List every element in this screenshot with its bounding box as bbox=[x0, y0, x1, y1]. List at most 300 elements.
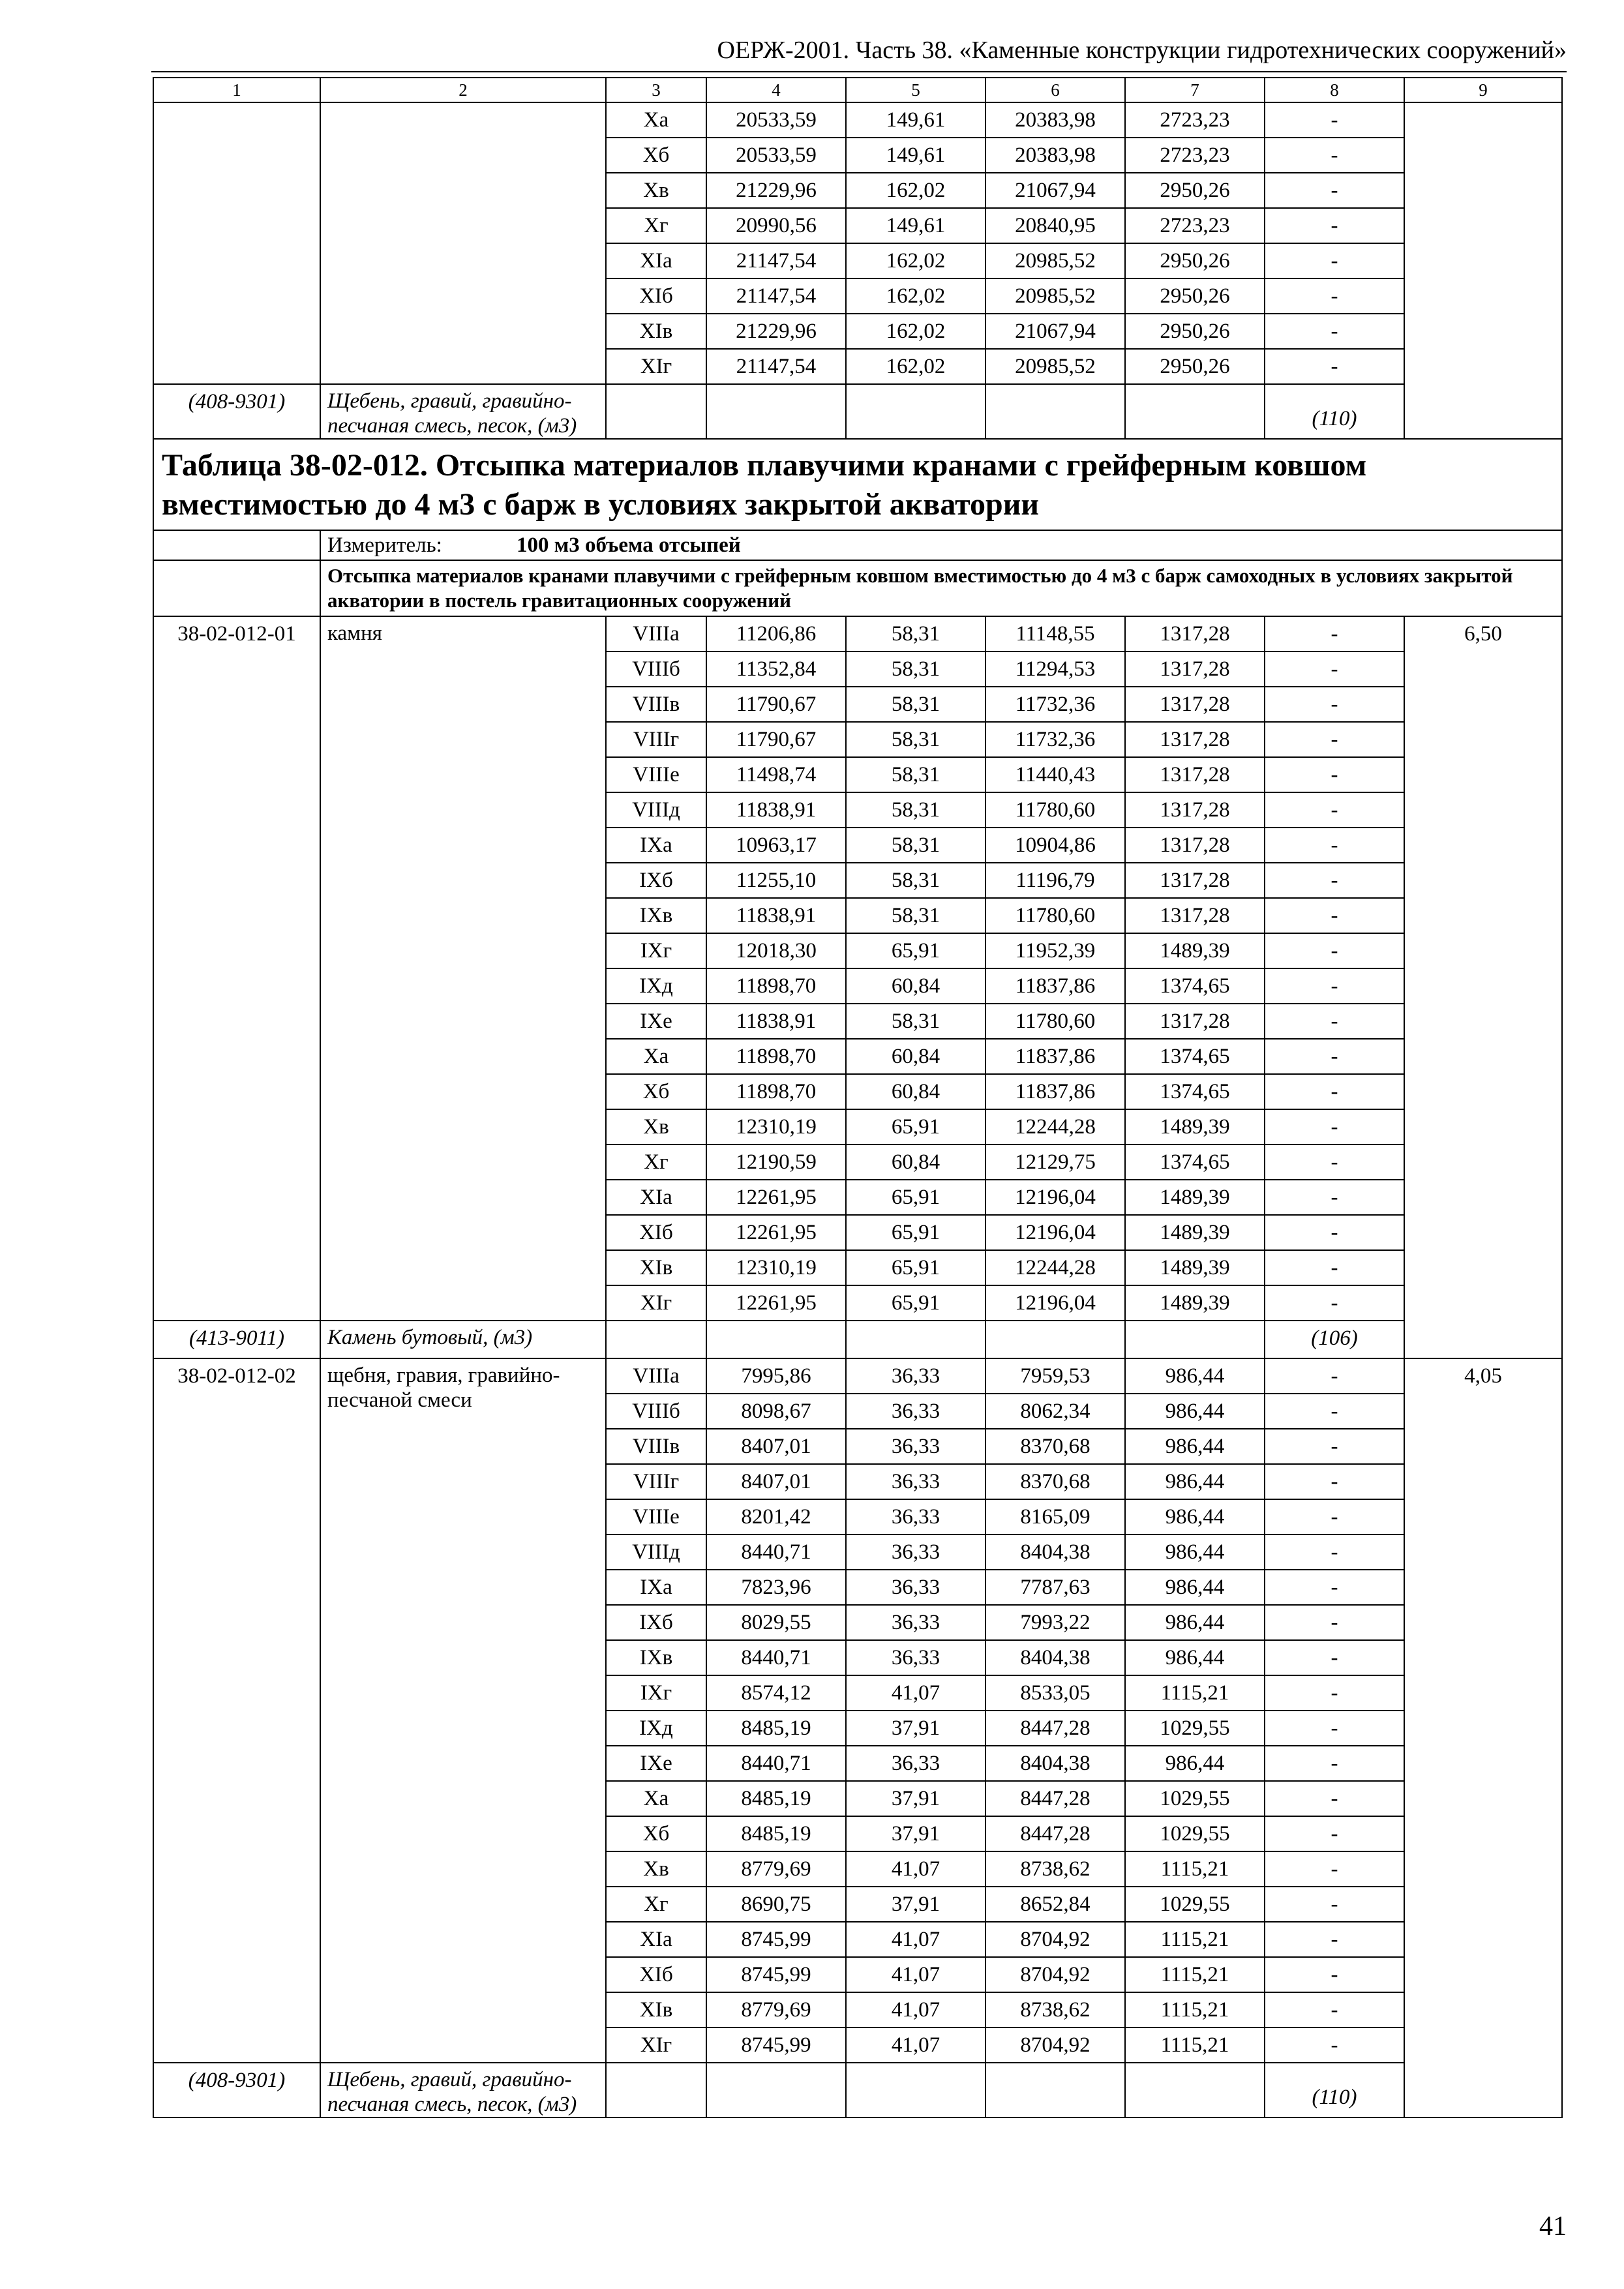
total-cost-cell: 21147,54 bbox=[706, 349, 846, 384]
machines-cell: 8738,62 bbox=[985, 1992, 1125, 2027]
empty-cell bbox=[1125, 384, 1265, 439]
group-code-cell: IXб bbox=[606, 1605, 706, 1640]
machines-cell: 20383,98 bbox=[985, 138, 1125, 173]
machinist-wages-cell: 1317,28 bbox=[1125, 828, 1265, 863]
materials-cell: - bbox=[1265, 863, 1404, 898]
material-code: (408-9301) bbox=[153, 384, 320, 439]
machines-cell: 8370,68 bbox=[985, 1429, 1125, 1464]
group-code-cell: Xв bbox=[606, 1109, 706, 1144]
total-cost-cell: 10963,17 bbox=[706, 828, 846, 863]
group-code-cell: XIв bbox=[606, 1992, 706, 2027]
materials-cell: - bbox=[1265, 1464, 1404, 1499]
materials-cell: - bbox=[1265, 687, 1404, 722]
column-number: 8 bbox=[1265, 78, 1404, 102]
group-code-cell: VIIIa bbox=[606, 1358, 706, 1394]
group-code-cell: Xв bbox=[606, 1851, 706, 1887]
group-code-cell: VIIIд bbox=[606, 792, 706, 828]
materials-cell: - bbox=[1265, 349, 1404, 384]
group-code-cell: IXг bbox=[606, 1675, 706, 1711]
machinist-wages-cell: 1115,21 bbox=[1125, 1957, 1265, 1992]
wages-cell: 65,91 bbox=[846, 1180, 985, 1215]
wages-cell: 37,91 bbox=[846, 1816, 985, 1851]
wages-cell: 58,31 bbox=[846, 792, 985, 828]
total-cost-cell: 8407,01 bbox=[706, 1429, 846, 1464]
machinist-wages-cell: 2723,23 bbox=[1125, 102, 1265, 138]
materials-cell: - bbox=[1265, 1992, 1404, 2027]
total-cost-cell: 11898,70 bbox=[706, 1039, 846, 1074]
empty-cell bbox=[846, 384, 985, 439]
item-code: 38-02-012-01 bbox=[153, 616, 320, 1321]
wages-cell: 36,33 bbox=[846, 1605, 985, 1640]
coefficient-cell: 4,05 bbox=[1404, 1358, 1562, 2117]
machines-cell: 12196,04 bbox=[985, 1215, 1125, 1250]
wages-cell: 41,07 bbox=[846, 1675, 985, 1711]
group-code-cell: XIб bbox=[606, 1957, 706, 1992]
group-code-cell: IXa bbox=[606, 1570, 706, 1605]
machines-cell: 11196,79 bbox=[985, 863, 1125, 898]
coefficient-cell: 6,50 bbox=[1404, 616, 1562, 1358]
machinist-wages-cell: 1374,65 bbox=[1125, 1074, 1265, 1109]
empty-cell bbox=[985, 384, 1125, 439]
machines-cell: 8404,38 bbox=[985, 1640, 1125, 1675]
unit-label: Измеритель: bbox=[327, 533, 442, 557]
group-code-cell: IXд bbox=[606, 1711, 706, 1746]
materials-cell: - bbox=[1265, 933, 1404, 968]
group-code-cell: XIб bbox=[606, 278, 706, 314]
materials-cell: - bbox=[1265, 102, 1404, 138]
machinist-wages-cell: 2950,26 bbox=[1125, 173, 1265, 208]
machines-cell: 11148,55 bbox=[985, 616, 1125, 651]
wages-cell: 58,31 bbox=[846, 687, 985, 722]
machinist-wages-cell: 2950,26 bbox=[1125, 314, 1265, 349]
materials-cell: - bbox=[1265, 1394, 1404, 1429]
machinist-wages-cell: 1489,39 bbox=[1125, 1215, 1265, 1250]
group-code-cell: XIв bbox=[606, 314, 706, 349]
materials-cell: - bbox=[1265, 278, 1404, 314]
wages-cell: 58,31 bbox=[846, 1004, 985, 1039]
work-title: Отсыпка материалов кранами плавучими с грейферным ковшом вместимостью до 4 м3 с барж самоходных в условиях закрытой акватории в постель гравитационных сооружений bbox=[320, 560, 1562, 616]
table-row bbox=[153, 1358, 1562, 1394]
group-code-cell: Xв bbox=[606, 173, 706, 208]
wages-cell: 41,07 bbox=[846, 1851, 985, 1887]
materials-cell: - bbox=[1265, 792, 1404, 828]
materials-cell: - bbox=[1265, 616, 1404, 651]
machines-cell: 8370,68 bbox=[985, 1464, 1125, 1499]
materials-cell: - bbox=[1265, 314, 1404, 349]
materials-cell: - bbox=[1265, 1675, 1404, 1711]
wages-cell: 36,33 bbox=[846, 1640, 985, 1675]
materials-cell: - bbox=[1265, 828, 1404, 863]
wages-cell: 65,91 bbox=[846, 1215, 985, 1250]
wages-cell: 41,07 bbox=[846, 1957, 985, 1992]
machinist-wages-cell: 1029,55 bbox=[1125, 1781, 1265, 1816]
machinist-wages-cell: 1029,55 bbox=[1125, 1816, 1265, 1851]
materials-cell: - bbox=[1265, 1429, 1404, 1464]
column-number: 2 bbox=[320, 78, 606, 102]
machines-cell: 11732,36 bbox=[985, 722, 1125, 757]
total-cost-cell: 20533,59 bbox=[706, 138, 846, 173]
material-code: (413-9011) bbox=[153, 1321, 320, 1358]
wages-cell: 36,33 bbox=[846, 1464, 985, 1499]
materials-cell: - bbox=[1265, 1074, 1404, 1109]
materials-cell: - bbox=[1265, 757, 1404, 792]
group-code-cell: Xб bbox=[606, 1074, 706, 1109]
footnote-row bbox=[153, 1321, 1562, 1358]
wages-cell: 149,61 bbox=[846, 208, 985, 243]
machinist-wages-cell: 2950,26 bbox=[1125, 278, 1265, 314]
column-number: 3 bbox=[606, 78, 706, 102]
running-header: ОЕРЖ-2001. Часть 38. «Каменные конструкции гидротехнических сооружений» bbox=[717, 37, 1567, 64]
total-cost-cell: 8440,71 bbox=[706, 1640, 846, 1675]
machinist-wages-cell: 1317,28 bbox=[1125, 898, 1265, 933]
column-number-row bbox=[153, 78, 1562, 102]
empty-cell bbox=[706, 2063, 846, 2117]
machines-cell: 11732,36 bbox=[985, 687, 1125, 722]
machinist-wages-cell: 2723,23 bbox=[1125, 208, 1265, 243]
group-code-cell: VIIIг bbox=[606, 1464, 706, 1499]
total-cost-cell: 11498,74 bbox=[706, 757, 846, 792]
wages-cell: 65,91 bbox=[846, 1285, 985, 1321]
group-code-cell: Xa bbox=[606, 102, 706, 138]
machines-cell: 11837,86 bbox=[985, 1074, 1125, 1109]
total-cost-cell: 21229,96 bbox=[706, 314, 846, 349]
machinist-wages-cell: 1489,39 bbox=[1125, 1285, 1265, 1321]
group-code-cell: IXб bbox=[606, 863, 706, 898]
wages-cell: 58,31 bbox=[846, 616, 985, 651]
machinist-wages-cell: 1115,21 bbox=[1125, 1922, 1265, 1957]
materials-cell: - bbox=[1265, 1711, 1404, 1746]
machines-cell: 12244,28 bbox=[985, 1109, 1125, 1144]
materials-cell: - bbox=[1265, 1781, 1404, 1816]
group-code-cell: VIIIг bbox=[606, 722, 706, 757]
total-cost-cell: 8407,01 bbox=[706, 1464, 846, 1499]
machines-cell: 11780,60 bbox=[985, 792, 1125, 828]
total-cost-cell: 12261,95 bbox=[706, 1215, 846, 1250]
wages-cell: 37,91 bbox=[846, 1887, 985, 1922]
materials-cell: - bbox=[1265, 651, 1404, 687]
machinist-wages-cell: 1317,28 bbox=[1125, 863, 1265, 898]
materials-cell: - bbox=[1265, 208, 1404, 243]
machines-cell: 8447,28 bbox=[985, 1711, 1125, 1746]
materials-cell: - bbox=[1265, 1358, 1404, 1394]
machinist-wages-cell: 1374,65 bbox=[1125, 1144, 1265, 1180]
materials-cell: - bbox=[1265, 1180, 1404, 1215]
group-code-cell: IXв bbox=[606, 1640, 706, 1675]
material-name: Щебень, гравий, гравийно-песчаная смесь, песок, (м3) bbox=[320, 2063, 606, 2117]
group-code-cell: Xг bbox=[606, 208, 706, 243]
wages-cell: 60,84 bbox=[846, 1144, 985, 1180]
footnote-row bbox=[153, 384, 1562, 439]
machinist-wages-cell: 986,44 bbox=[1125, 1640, 1265, 1675]
total-cost-cell: 21229,96 bbox=[706, 173, 846, 208]
column-number: 9 bbox=[1404, 78, 1562, 102]
group-code-cell: XIв bbox=[606, 1250, 706, 1285]
wages-cell: 41,07 bbox=[846, 2027, 985, 2063]
empty-cell bbox=[320, 102, 606, 384]
wages-cell: 37,91 bbox=[846, 1711, 985, 1746]
column-number: 6 bbox=[985, 78, 1125, 102]
machines-cell: 20985,52 bbox=[985, 243, 1125, 278]
materials-cell: - bbox=[1265, 1746, 1404, 1781]
material-quantity: (110) bbox=[1265, 2063, 1404, 2117]
machines-cell: 11837,86 bbox=[985, 968, 1125, 1004]
empty-cell bbox=[846, 2063, 985, 2117]
group-code-cell: VIIIб bbox=[606, 651, 706, 687]
machines-cell: 11837,86 bbox=[985, 1039, 1125, 1074]
table-title: Таблица 38-02-012. Отсыпка материалов плавучими кранами с грейферным ковшом вместимостью до 4 м3 с барж в условиях закрытой акватории bbox=[153, 439, 1562, 530]
machinist-wages-cell: 1317,28 bbox=[1125, 1004, 1265, 1039]
total-cost-cell: 11838,91 bbox=[706, 1004, 846, 1039]
materials-cell: - bbox=[1265, 1039, 1404, 1074]
group-code-cell: XIг bbox=[606, 349, 706, 384]
wages-cell: 58,31 bbox=[846, 722, 985, 757]
machinist-wages-cell: 1374,65 bbox=[1125, 968, 1265, 1004]
item-name: камня bbox=[320, 616, 606, 1321]
machinist-wages-cell: 1489,39 bbox=[1125, 1250, 1265, 1285]
wages-cell: 36,33 bbox=[846, 1746, 985, 1781]
machinist-wages-cell: 1317,28 bbox=[1125, 616, 1265, 651]
unit-row bbox=[153, 530, 1562, 560]
group-code-cell: IXa bbox=[606, 828, 706, 863]
machines-cell: 12244,28 bbox=[985, 1250, 1125, 1285]
machines-cell: 20985,52 bbox=[985, 349, 1125, 384]
machinist-wages-cell: 986,44 bbox=[1125, 1499, 1265, 1534]
total-cost-cell: 12261,95 bbox=[706, 1180, 846, 1215]
total-cost-cell: 21147,54 bbox=[706, 278, 846, 314]
total-cost-cell: 8745,99 bbox=[706, 2027, 846, 2063]
materials-cell: - bbox=[1265, 1534, 1404, 1570]
wages-cell: 60,84 bbox=[846, 1074, 985, 1109]
machines-cell: 8404,38 bbox=[985, 1746, 1125, 1781]
materials-cell: - bbox=[1265, 173, 1404, 208]
wages-cell: 58,31 bbox=[846, 828, 985, 863]
machines-cell: 11780,60 bbox=[985, 1004, 1125, 1039]
machines-cell: 21067,94 bbox=[985, 173, 1125, 208]
empty-cell bbox=[706, 1321, 846, 1358]
machinist-wages-cell: 986,44 bbox=[1125, 1534, 1265, 1570]
total-cost-cell: 11352,84 bbox=[706, 651, 846, 687]
machinist-wages-cell: 1115,21 bbox=[1125, 1851, 1265, 1887]
wages-cell: 36,33 bbox=[846, 1394, 985, 1429]
total-cost-cell: 11898,70 bbox=[706, 968, 846, 1004]
wages-cell: 41,07 bbox=[846, 1922, 985, 1957]
machinist-wages-cell: 1029,55 bbox=[1125, 1887, 1265, 1922]
wages-cell: 58,31 bbox=[846, 757, 985, 792]
empty-cell bbox=[706, 384, 846, 439]
group-code-cell: IXд bbox=[606, 968, 706, 1004]
group-code-cell: VIIIe bbox=[606, 757, 706, 792]
total-cost-cell: 8201,42 bbox=[706, 1499, 846, 1534]
machinist-wages-cell: 1029,55 bbox=[1125, 1711, 1265, 1746]
total-cost-cell: 8779,69 bbox=[706, 1851, 846, 1887]
total-cost-cell: 12310,19 bbox=[706, 1250, 846, 1285]
wages-cell: 36,33 bbox=[846, 1499, 985, 1534]
materials-cell: - bbox=[1265, 722, 1404, 757]
group-code-cell: XIa bbox=[606, 1922, 706, 1957]
wages-cell: 65,91 bbox=[846, 933, 985, 968]
total-cost-cell: 8745,99 bbox=[706, 1957, 846, 1992]
machines-cell: 8738,62 bbox=[985, 1851, 1125, 1887]
group-code-cell: VIIIв bbox=[606, 687, 706, 722]
total-cost-cell: 8485,19 bbox=[706, 1816, 846, 1851]
header-rule bbox=[151, 71, 1567, 72]
group-code-cell: XIг bbox=[606, 1285, 706, 1321]
machinist-wages-cell: 1489,39 bbox=[1125, 933, 1265, 968]
wages-cell: 162,02 bbox=[846, 349, 985, 384]
machinist-wages-cell: 2950,26 bbox=[1125, 349, 1265, 384]
total-cost-cell: 8574,12 bbox=[706, 1675, 846, 1711]
wages-cell: 37,91 bbox=[846, 1781, 985, 1816]
wages-cell: 58,31 bbox=[846, 863, 985, 898]
column-number: 7 bbox=[1125, 78, 1265, 102]
machines-cell: 8062,34 bbox=[985, 1394, 1125, 1429]
materials-cell: - bbox=[1265, 1215, 1404, 1250]
machines-cell: 11294,53 bbox=[985, 651, 1125, 687]
group-code-cell: XIa bbox=[606, 243, 706, 278]
empty-cell bbox=[1125, 2063, 1265, 2117]
group-code-cell: IXe bbox=[606, 1004, 706, 1039]
materials-cell: - bbox=[1265, 1640, 1404, 1675]
materials-cell: - bbox=[1265, 1570, 1404, 1605]
empty-cell bbox=[606, 2063, 706, 2117]
material-code: (408-9301) bbox=[153, 2063, 320, 2117]
materials-cell: - bbox=[1265, 1605, 1404, 1640]
machines-cell: 8652,84 bbox=[985, 1887, 1125, 1922]
total-cost-cell: 8690,75 bbox=[706, 1887, 846, 1922]
footnote-row bbox=[153, 2063, 1562, 2117]
machinist-wages-cell: 986,44 bbox=[1125, 1605, 1265, 1640]
total-cost-cell: 20533,59 bbox=[706, 102, 846, 138]
machinist-wages-cell: 1115,21 bbox=[1125, 1675, 1265, 1711]
empty-cell bbox=[985, 2063, 1125, 2117]
machines-cell: 7959,53 bbox=[985, 1358, 1125, 1394]
machinist-wages-cell: 1317,28 bbox=[1125, 651, 1265, 687]
machines-cell: 20383,98 bbox=[985, 102, 1125, 138]
group-code-cell: VIIIa bbox=[606, 616, 706, 651]
total-cost-cell: 8029,55 bbox=[706, 1605, 846, 1640]
machinist-wages-cell: 1489,39 bbox=[1125, 1109, 1265, 1144]
materials-cell: - bbox=[1265, 1250, 1404, 1285]
total-cost-cell: 11206,86 bbox=[706, 616, 846, 651]
group-code-cell: Xб bbox=[606, 1816, 706, 1851]
machinist-wages-cell: 986,44 bbox=[1125, 1358, 1265, 1394]
total-cost-cell: 8098,67 bbox=[706, 1394, 846, 1429]
group-code-cell: Xг bbox=[606, 1144, 706, 1180]
group-code-cell: VIIIв bbox=[606, 1429, 706, 1464]
work-title-row bbox=[153, 560, 1562, 616]
empty-cell bbox=[606, 384, 706, 439]
machinist-wages-cell: 2723,23 bbox=[1125, 138, 1265, 173]
group-code-cell: XIг bbox=[606, 2027, 706, 2063]
total-cost-cell: 12261,95 bbox=[706, 1285, 846, 1321]
column-number: 1 bbox=[153, 78, 320, 102]
page-number: 41 bbox=[1539, 2211, 1567, 2241]
group-code-cell: VIIIe bbox=[606, 1499, 706, 1534]
total-cost-cell: 11838,91 bbox=[706, 792, 846, 828]
total-cost-cell: 21147,54 bbox=[706, 243, 846, 278]
materials-cell: - bbox=[1265, 138, 1404, 173]
machines-cell: 7993,22 bbox=[985, 1605, 1125, 1640]
machines-cell: 12196,04 bbox=[985, 1285, 1125, 1321]
materials-cell: - bbox=[1265, 1922, 1404, 1957]
empty-cell bbox=[1125, 1321, 1265, 1358]
machinist-wages-cell: 1317,28 bbox=[1125, 722, 1265, 757]
machines-cell: 8704,92 bbox=[985, 2027, 1125, 2063]
wages-cell: 58,31 bbox=[846, 651, 985, 687]
empty-cell bbox=[985, 1321, 1125, 1358]
materials-cell: - bbox=[1265, 1144, 1404, 1180]
wages-cell: 36,33 bbox=[846, 1429, 985, 1464]
machines-cell: 11440,43 bbox=[985, 757, 1125, 792]
machines-cell: 7787,63 bbox=[985, 1570, 1125, 1605]
total-cost-cell: 20990,56 bbox=[706, 208, 846, 243]
wages-cell: 162,02 bbox=[846, 278, 985, 314]
total-cost-cell: 11255,10 bbox=[706, 863, 846, 898]
unit-value: 100 м3 объема отсыпей bbox=[517, 533, 741, 557]
machines-cell: 12129,75 bbox=[985, 1144, 1125, 1180]
wages-cell: 149,61 bbox=[846, 138, 985, 173]
materials-cell: - bbox=[1265, 1887, 1404, 1922]
materials-cell: - bbox=[1265, 1816, 1404, 1851]
materials-cell: - bbox=[1265, 1957, 1404, 1992]
machines-cell: 8165,09 bbox=[985, 1499, 1125, 1534]
wages-cell: 60,84 bbox=[846, 968, 985, 1004]
empty-cell bbox=[153, 560, 320, 616]
wages-cell: 149,61 bbox=[846, 102, 985, 138]
group-code-cell: IXв bbox=[606, 898, 706, 933]
machines-cell: 20985,52 bbox=[985, 278, 1125, 314]
empty-cell bbox=[846, 1321, 985, 1358]
wages-cell: 41,07 bbox=[846, 1992, 985, 2027]
material-name: Щебень, гравий, гравийно-песчаная смесь, песок, (м3) bbox=[320, 384, 606, 439]
total-cost-cell: 8745,99 bbox=[706, 1922, 846, 1957]
group-code-cell: IXe bbox=[606, 1746, 706, 1781]
machines-cell: 21067,94 bbox=[985, 314, 1125, 349]
wages-cell: 60,84 bbox=[846, 1039, 985, 1074]
machinist-wages-cell: 2950,26 bbox=[1125, 243, 1265, 278]
column-number: 5 bbox=[846, 78, 985, 102]
machinist-wages-cell: 986,44 bbox=[1125, 1394, 1265, 1429]
group-code-cell: XIa bbox=[606, 1180, 706, 1215]
machinist-wages-cell: 1115,21 bbox=[1125, 2027, 1265, 2063]
column-number: 4 bbox=[706, 78, 846, 102]
wages-cell: 162,02 bbox=[846, 173, 985, 208]
machines-cell: 8447,28 bbox=[985, 1781, 1125, 1816]
wages-cell: 65,91 bbox=[846, 1109, 985, 1144]
machines-cell: 8533,05 bbox=[985, 1675, 1125, 1711]
total-cost-cell: 8440,71 bbox=[706, 1746, 846, 1781]
unit-cell bbox=[320, 530, 1562, 560]
total-cost-cell: 12018,30 bbox=[706, 933, 846, 968]
machines-cell: 12196,04 bbox=[985, 1180, 1125, 1215]
wages-cell: 36,33 bbox=[846, 1570, 985, 1605]
machines-cell: 11952,39 bbox=[985, 933, 1125, 968]
machinist-wages-cell: 1317,28 bbox=[1125, 687, 1265, 722]
group-code-cell: XIб bbox=[606, 1215, 706, 1250]
machines-cell: 8704,92 bbox=[985, 1957, 1125, 1992]
machinist-wages-cell: 986,44 bbox=[1125, 1570, 1265, 1605]
total-cost-cell: 12310,19 bbox=[706, 1109, 846, 1144]
materials-cell: - bbox=[1265, 898, 1404, 933]
machinist-wages-cell: 986,44 bbox=[1125, 1429, 1265, 1464]
total-cost-cell: 11838,91 bbox=[706, 898, 846, 933]
table-body bbox=[153, 78, 1562, 2117]
machinist-wages-cell: 1374,65 bbox=[1125, 1039, 1265, 1074]
materials-cell: - bbox=[1265, 1851, 1404, 1887]
empty-cell bbox=[153, 530, 320, 560]
machinist-wages-cell: 1489,39 bbox=[1125, 1180, 1265, 1215]
material-quantity: (106) bbox=[1265, 1321, 1404, 1358]
